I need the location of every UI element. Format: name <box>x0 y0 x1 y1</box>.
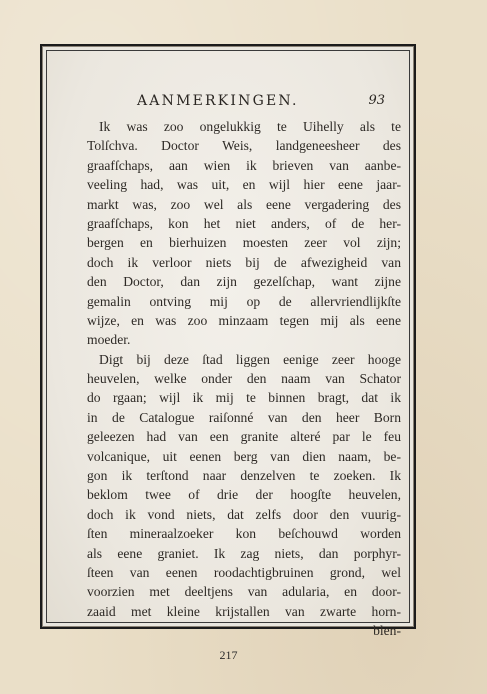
running-head-title: AANMERKINGEN. <box>137 93 299 109</box>
text-line: markt was, zoo wel als eene vergadering des <box>87 196 401 212</box>
text-line: ſteen van eenen roodachtigbruinen grond, wel <box>87 564 401 580</box>
text-line: voorzien met deeltjens van adularia, en door- <box>87 584 401 600</box>
book-page <box>46 50 410 639</box>
text-line: wijze, en was zoo minzaam tegen mij als eene <box>87 312 401 328</box>
text-line: volcanique, uit eenen berg van dien naam, be- <box>87 448 401 464</box>
text-line: do rgaan; wijl ik mij te binnen bragt, dat ik <box>87 390 401 406</box>
text-line: blen- <box>373 623 401 639</box>
text-line: beklom twee of drie der hoogſte heuvelen, <box>87 487 401 503</box>
text-line: ſten mineraalzoeker kon beſchouwd worden <box>87 526 401 542</box>
text-line: veeling had, was uit, en wijl hier eene jaar- <box>87 177 401 193</box>
text-line: moeder. <box>87 332 131 348</box>
book-page-frame <box>40 44 416 639</box>
text-line: graafſchaps, aan wien ik brieven van aanbe- <box>87 157 401 173</box>
text-line: doch ik vond niets, dat zelfs door den vuurig- <box>87 506 401 522</box>
text-line: heuvelen, welke onder den naam van Schator <box>87 371 401 387</box>
text-line: bergen en bierhuizen moesten zeer vol zijn; <box>87 235 401 251</box>
text-line: graafſchaps, kon het niet anders, of de her- <box>87 215 401 231</box>
text-line: als eene graniet. Ik zag niets, dan porphyr- <box>87 545 401 561</box>
text-line: geleezen had van een granite alteré par le feu <box>87 429 401 445</box>
book-page-number: 93 <box>368 93 385 108</box>
text-line: doch ik verloor niets bij de afwezigheid van <box>87 254 401 270</box>
text-line: den Doctor, dan zijn gezelſchap, want zijne <box>87 274 401 290</box>
footer-page-number: 217 <box>219 648 238 662</box>
text-line: Digt bij deze ſtad liggen eenige zeer hooge <box>99 351 401 367</box>
text-line: in de Catalogue raiſonné van den heer Born <box>87 409 401 425</box>
running-head <box>137 93 397 113</box>
text-line: Tolſchva. Doctor Weis, landgeneesheer des <box>87 138 401 154</box>
text-line: gon ik terſtond naar denzelven te zoeken. Ik <box>87 468 401 484</box>
text-line: zaaid met kleine krijstallen van zwarte horn- <box>87 603 401 619</box>
text-line: gemalin ontving mij op de allervriendlijkſte <box>87 293 401 309</box>
body-text <box>87 117 401 641</box>
text-line: Ik was zoo ongelukkig te Uihelly als te <box>99 119 401 134</box>
